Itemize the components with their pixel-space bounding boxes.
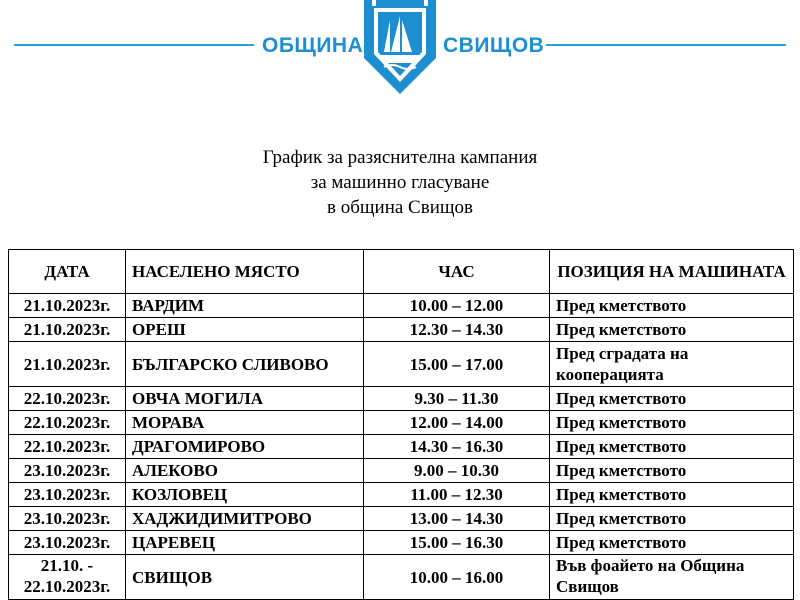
table-row [9,387,794,411]
cell-position: Пред кметството [550,411,794,435]
table-row [9,435,794,459]
cell-position: Пред кметството [550,387,794,411]
table-header-row [9,250,794,294]
table-row [9,294,794,318]
cell-time: 11.00 – 12.30 [364,483,550,507]
cell-position: Пред кметството [550,459,794,483]
cell-time: 13.00 – 14.30 [364,507,550,531]
cell-place: ВАРДИМ [126,294,364,318]
cell-date: 21.10.2023г. [9,342,126,387]
cell-place: СВИЩОВ [126,555,364,600]
cell-time: 10.00 – 12.00 [364,294,550,318]
table-row [9,459,794,483]
cell-place: АЛЕКОВО [126,459,364,483]
table-row [9,411,794,435]
table-row [9,318,794,342]
cell-place: ОВЧА МОГИЛА [126,387,364,411]
cell-date: 22.10.2023г. [9,387,126,411]
cell-date: 22.10.2023г. [9,435,126,459]
table-row [9,342,794,387]
cell-time: 9.00 – 10.30 [364,459,550,483]
cell-place: МОРАВА [126,411,364,435]
cell-date: 23.10.2023г. [9,483,126,507]
header-date: ДАТА [9,250,126,294]
cell-position: Пред кметството [550,507,794,531]
title-line-1: График за разяснителна кампания [262,147,538,168]
cell-position: Във фоайето на Община Свищов [550,555,794,600]
header-place: НАСЕЛЕНО МЯСТО [126,250,364,294]
cell-date: 22.10.2023г. [9,411,126,435]
header-line-left [14,44,254,46]
cell-date: 23.10.2023г. [9,507,126,531]
cell-place: ЦАРЕВЕЦ [126,531,364,555]
cell-date: 21.10.2023г. [9,294,126,318]
title-line-3: в община Свищов [327,197,473,218]
cell-place: ДРАГОМИРОВО [126,435,364,459]
cell-place: БЪЛГАРСКО СЛИВОВО [126,342,364,387]
cell-date: 21.10.2023г. [9,318,126,342]
table-row [9,531,794,555]
cell-date: 21.10. - 22.10.2023г. [9,555,126,600]
cell-position: Пред кметството [550,531,794,555]
cell-time: 12.00 – 14.00 [364,411,550,435]
header-position: ПОЗИЦИЯ НА МАШИНАТА [550,250,794,294]
header-line-right [546,44,786,46]
cell-place: КОЗЛОВЕЦ [126,483,364,507]
title-line-2: за машинно гласуване [310,172,490,193]
brand-left-text: ОБЩИНА [262,34,364,57]
cell-position: Пред кметството [550,483,794,507]
cell-date: 23.10.2023г. [9,459,126,483]
document-title [0,145,800,220]
cell-position: Пред сградата на кооперацията [550,342,794,387]
letterhead [0,0,800,100]
table-row [9,483,794,507]
ship-crest-icon [360,0,440,98]
cell-place: ХАДЖИДИМИТРОВО [126,507,364,531]
cell-time: 15.00 – 16.30 [364,531,550,555]
schedule-table [8,249,794,600]
table-row [9,555,794,600]
cell-position: Пред кметството [550,435,794,459]
cell-time: 10.00 – 16.00 [364,555,550,600]
cell-place: ОРЕШ [126,318,364,342]
cell-date: 23.10.2023г. [9,531,126,555]
brand-right-text: СВИЩОВ [443,34,545,57]
cell-time: 15.00 – 17.00 [364,342,550,387]
cell-time: 9.30 – 11.30 [364,387,550,411]
cell-position: Пред кметството [550,294,794,318]
cell-time: 12.30 – 14.30 [364,318,550,342]
cell-time: 14.30 – 16.30 [364,435,550,459]
cell-position: Пред кметството [550,318,794,342]
header-time: ЧАС [364,250,550,294]
table-row [9,507,794,531]
